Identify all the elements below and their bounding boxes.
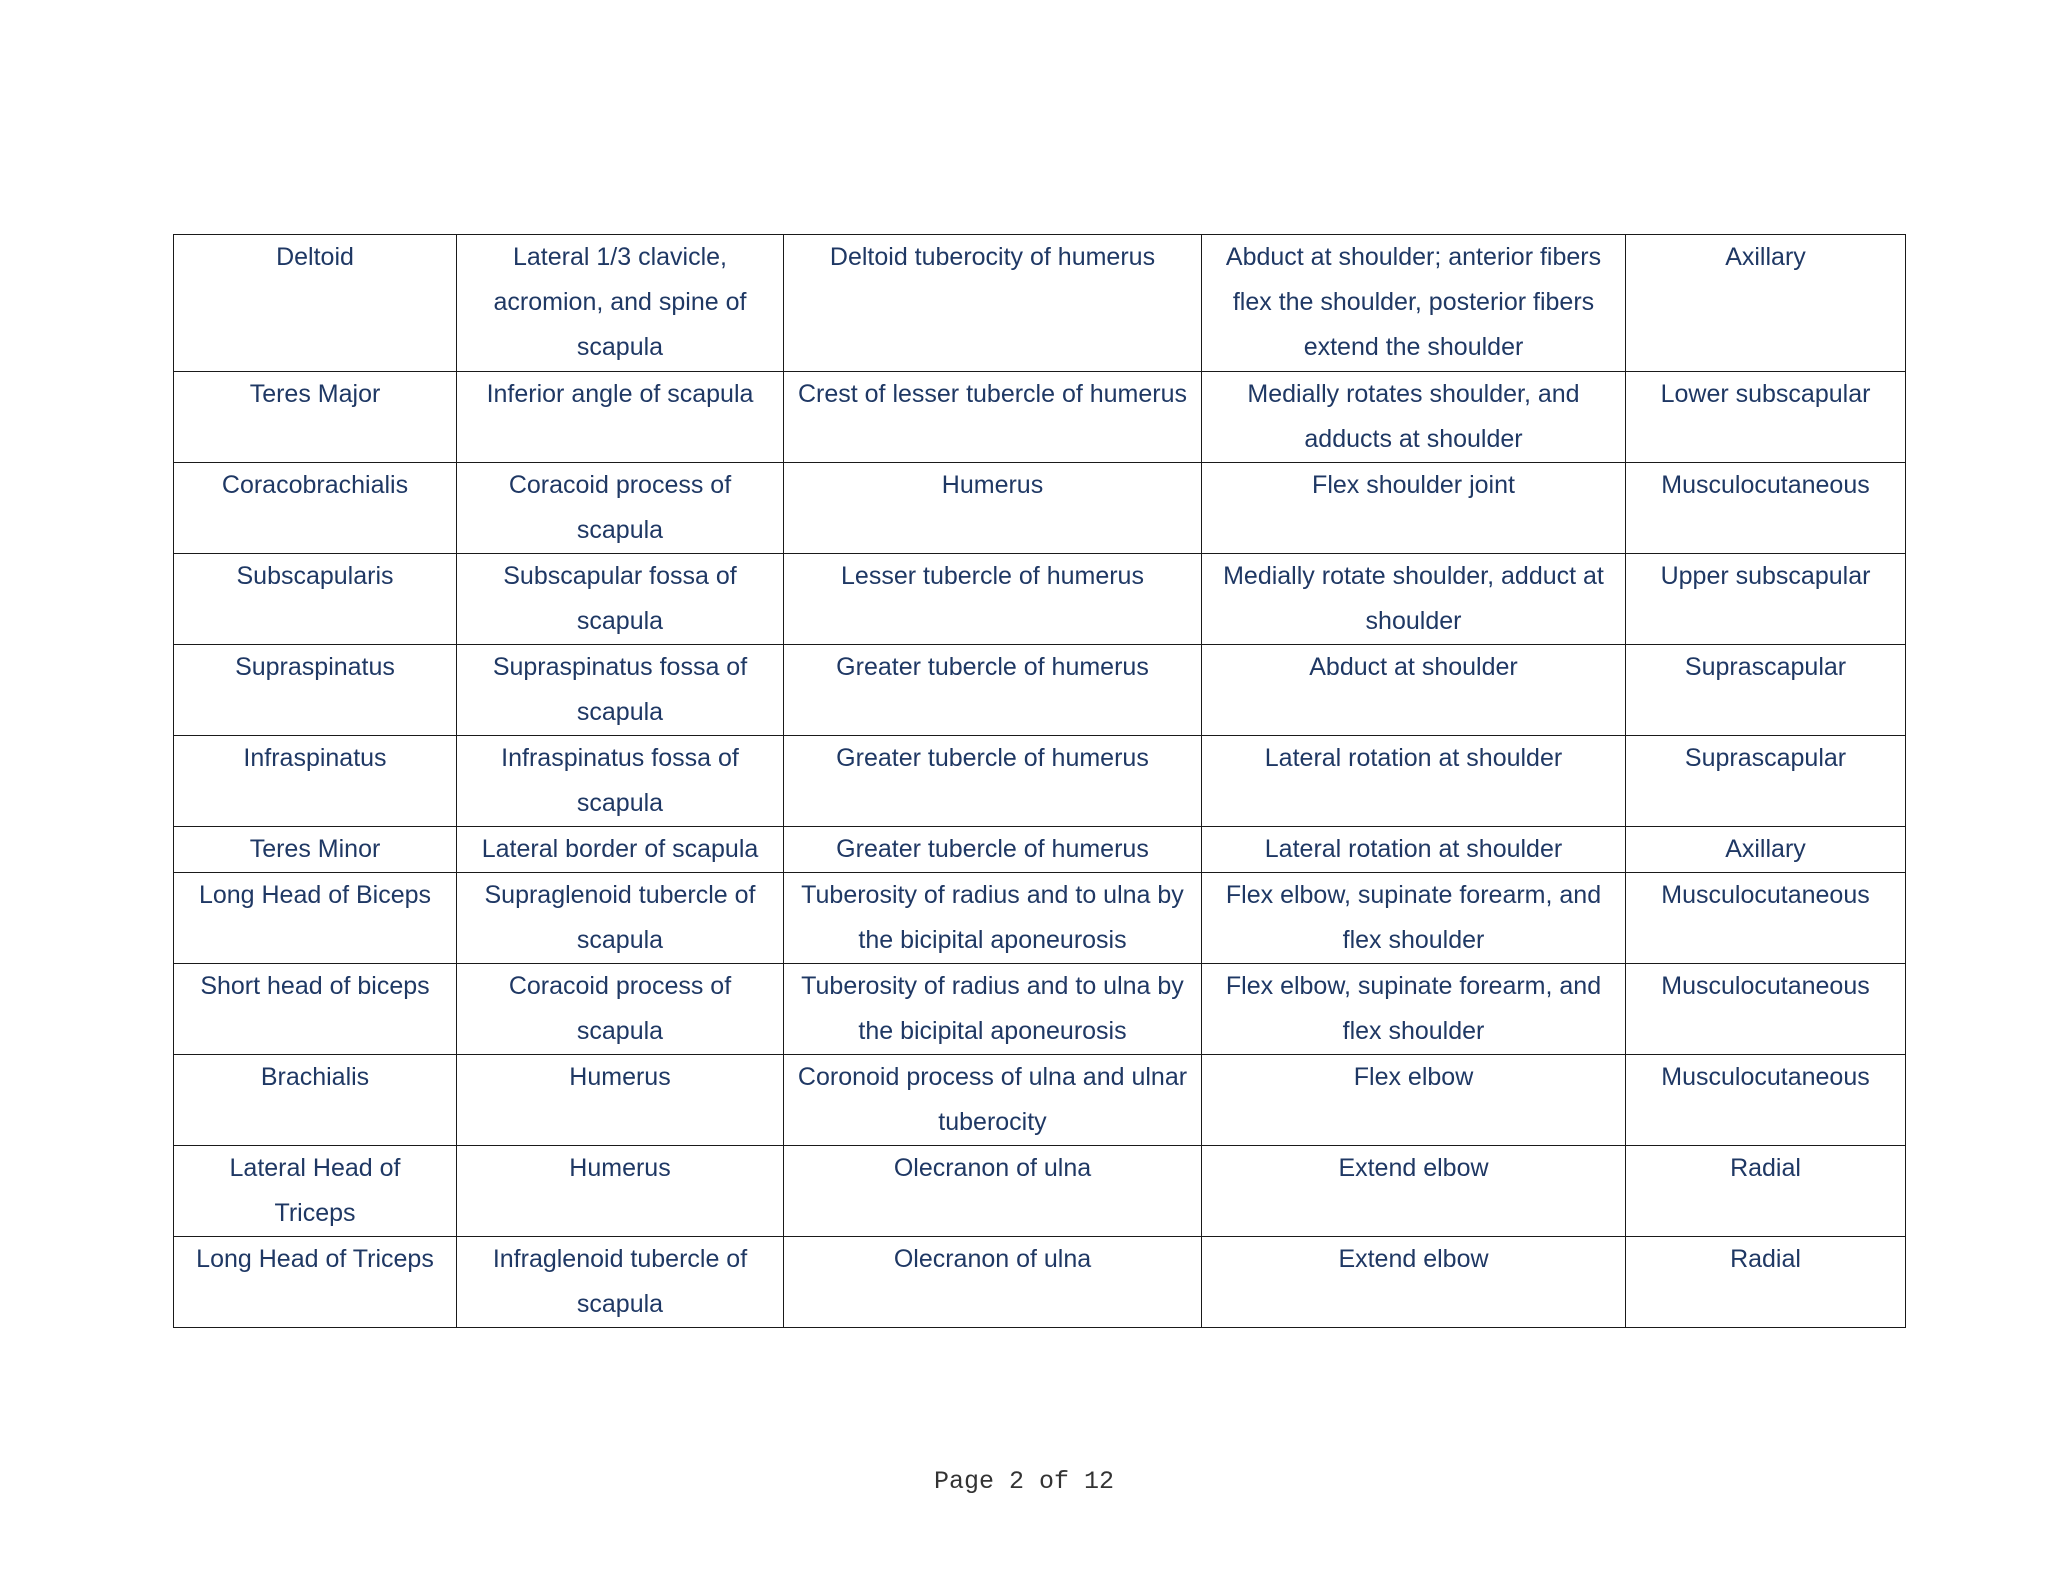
insertion-cell: Coronoid process of ulna and ulnar tuberocity [784, 1055, 1202, 1146]
muscle-table [173, 234, 1906, 1328]
origin-cell: Supraglenoid tubercle of scapula [457, 873, 784, 964]
insertion-cell: Crest of lesser tubercle of humerus [784, 372, 1202, 463]
muscle-cell: Teres Minor [174, 827, 457, 873]
nerve-cell: Upper subscapular [1626, 554, 1906, 645]
action-cell: Extend elbow [1202, 1237, 1626, 1328]
action-cell: Medially rotates shoulder, and adducts at shoulder [1202, 372, 1626, 463]
nerve-cell: Musculocutaneous [1626, 873, 1906, 964]
table-row [174, 1237, 1906, 1328]
insertion-cell: Humerus [784, 463, 1202, 554]
nerve-cell: Suprascapular [1626, 645, 1906, 736]
action-cell: Medially rotate shoulder, adduct at shoulder [1202, 554, 1626, 645]
muscle-cell: Subscapularis [174, 554, 457, 645]
muscle-cell: Long Head of Biceps [174, 873, 457, 964]
muscle-cell: Coracobrachialis [174, 463, 457, 554]
table-row [174, 873, 1906, 964]
muscle-cell: Deltoid [174, 235, 457, 372]
action-cell: Abduct at shoulder [1202, 645, 1626, 736]
muscle-cell: Lateral Head of Triceps [174, 1146, 457, 1237]
table-row [174, 964, 1906, 1055]
muscle-cell: Infraspinatus [174, 736, 457, 827]
nerve-cell: Axillary [1626, 235, 1906, 372]
nerve-cell: Lower subscapular [1626, 372, 1906, 463]
nerve-cell: Musculocutaneous [1626, 463, 1906, 554]
muscle-cell: Supraspinatus [174, 645, 457, 736]
origin-cell: Infraglenoid tubercle of scapula [457, 1237, 784, 1328]
action-cell: Flex elbow, supinate forearm, and flex shoulder [1202, 873, 1626, 964]
table-row [174, 554, 1906, 645]
action-cell: Lateral rotation at shoulder [1202, 736, 1626, 827]
insertion-cell: Greater tubercle of humerus [784, 645, 1202, 736]
table-row [174, 645, 1906, 736]
table-row [174, 736, 1906, 827]
nerve-cell: Musculocutaneous [1626, 1055, 1906, 1146]
origin-cell: Inferior angle of scapula [457, 372, 784, 463]
origin-cell: Humerus [457, 1146, 784, 1237]
nerve-cell: Suprascapular [1626, 736, 1906, 827]
table-row [174, 235, 1906, 372]
nerve-cell: Radial [1626, 1237, 1906, 1328]
muscle-cell: Teres Major [174, 372, 457, 463]
muscle-cell: Long Head of Triceps [174, 1237, 457, 1328]
table-row [174, 1146, 1906, 1237]
origin-cell: Humerus [457, 1055, 784, 1146]
origin-cell: Infraspinatus fossa of scapula [457, 736, 784, 827]
insertion-cell: Greater tubercle of humerus [784, 827, 1202, 873]
origin-cell: Subscapular fossa of scapula [457, 554, 784, 645]
insertion-cell: Lesser tubercle of humerus [784, 554, 1202, 645]
nerve-cell: Musculocutaneous [1626, 964, 1906, 1055]
table-row [174, 463, 1906, 554]
insertion-cell: Greater tubercle of humerus [784, 736, 1202, 827]
muscle-cell: Short head of biceps [174, 964, 457, 1055]
muscle-cell: Brachialis [174, 1055, 457, 1146]
action-cell: Flex shoulder joint [1202, 463, 1626, 554]
page-number: Page 2 of 12 [933, 1467, 1115, 1496]
nerve-cell: Radial [1626, 1146, 1906, 1237]
action-cell: Abduct at shoulder; anterior fibers flex the shoulder, posterior fibers extend the shoulder [1202, 235, 1626, 372]
table-row [174, 372, 1906, 463]
insertion-cell: Olecranon of ulna [784, 1146, 1202, 1237]
insertion-cell: Tuberosity of radius and to ulna by the bicipital aponeurosis [784, 873, 1202, 964]
insertion-cell: Olecranon of ulna [784, 1237, 1202, 1328]
origin-cell: Coracoid process of scapula [457, 463, 784, 554]
nerve-cell: Axillary [1626, 827, 1906, 873]
insertion-cell: Tuberosity of radius and to ulna by the bicipital aponeurosis [784, 964, 1202, 1055]
action-cell: Extend elbow [1202, 1146, 1626, 1237]
action-cell: Flex elbow, supinate forearm, and flex shoulder [1202, 964, 1626, 1055]
origin-cell: Supraspinatus fossa of scapula [457, 645, 784, 736]
origin-cell: Coracoid process of scapula [457, 964, 784, 1055]
table-row [174, 827, 1906, 873]
table-row [174, 1055, 1906, 1146]
insertion-cell: Deltoid tuberocity of humerus [784, 235, 1202, 372]
action-cell: Lateral rotation at shoulder [1202, 827, 1626, 873]
origin-cell: Lateral border of scapula [457, 827, 784, 873]
action-cell: Flex elbow [1202, 1055, 1626, 1146]
origin-cell: Lateral 1/3 clavicle, acromion, and spine of scapula [457, 235, 784, 372]
